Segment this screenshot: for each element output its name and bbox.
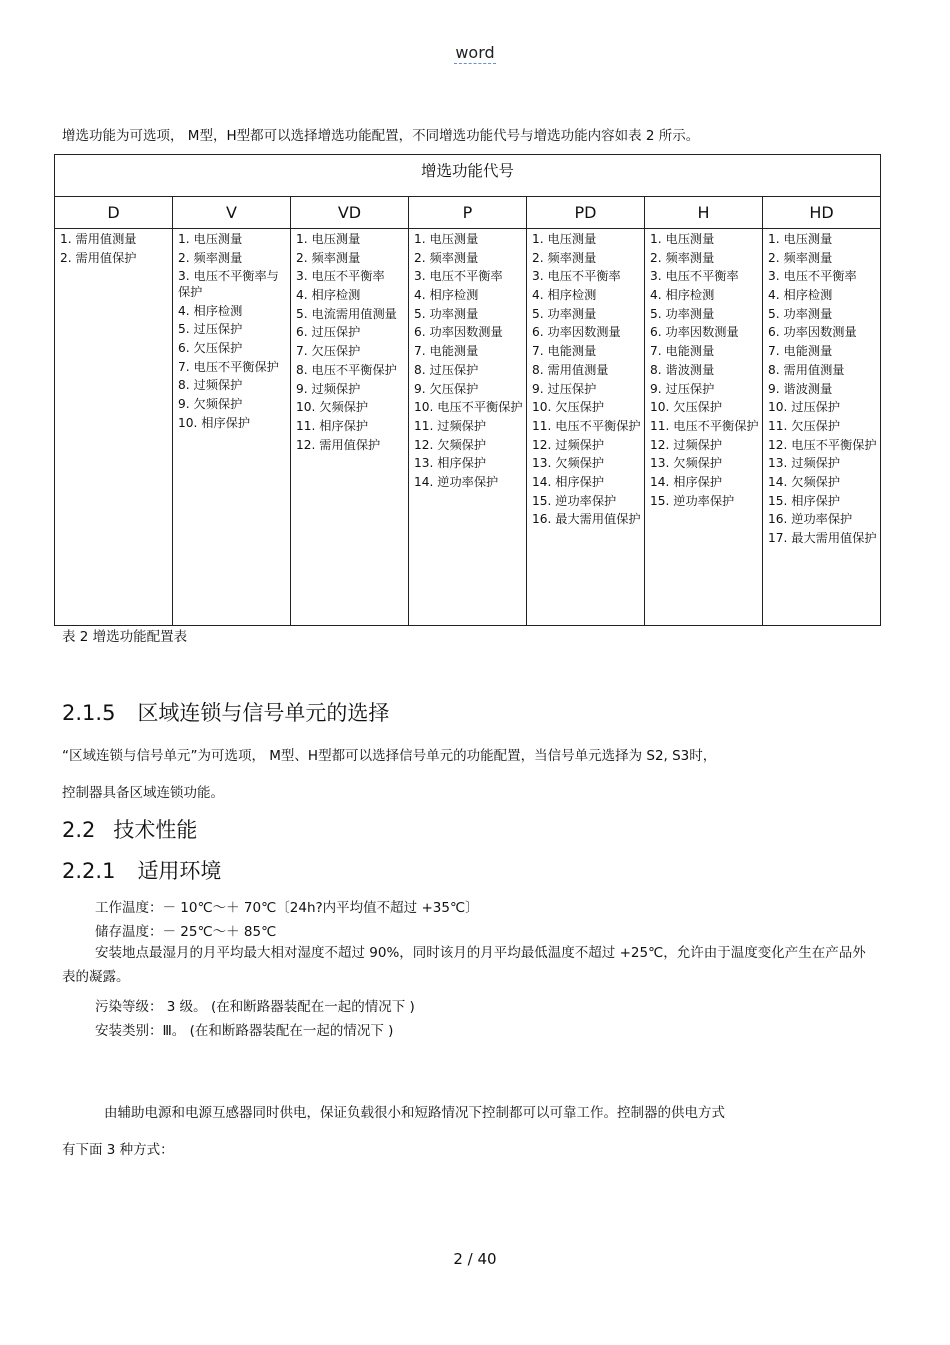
feature-item: 4. 相序检测 <box>296 288 361 303</box>
feature-item: 7. 电压不平衡保护 <box>178 359 279 374</box>
feature-item: 4. 相序检测 <box>178 303 243 318</box>
feature-item: 10. 相序保护 <box>178 415 251 430</box>
feature-list <box>178 232 287 431</box>
column-cell-d <box>55 229 173 626</box>
feature-item: 9. 过压保护 <box>532 381 597 396</box>
storage-temperature: 储存温度：－ 25℃～＋ 85℃ <box>95 924 277 940</box>
feature-item: 9. 谐波测量 <box>768 381 833 396</box>
feature-item: 2. 需用值保护 <box>60 250 137 265</box>
feature-item: 6. 过压保护 <box>296 325 361 340</box>
feature-list <box>532 232 641 528</box>
feature-list <box>650 232 759 509</box>
section-number: 2.1.5 <box>62 701 116 725</box>
feature-list <box>414 232 523 490</box>
column-header-d: D <box>55 197 173 229</box>
feature-item: 6. 功率因数测量 <box>532 325 621 340</box>
column-cell-h <box>645 229 763 626</box>
feature-item: 9. 过压保护 <box>650 381 715 396</box>
page-header <box>0 43 950 62</box>
section-title: 区域连锁与信号单元的选择 <box>137 701 390 725</box>
feature-item: 12. 电压不平衡保护 <box>768 437 877 452</box>
table-caption: 表 2 增选功能配置表 <box>62 629 188 645</box>
column-header-v: V <box>173 197 291 229</box>
section-number: 2.2 <box>62 818 96 842</box>
feature-item: 1. 电压测量 <box>296 232 361 246</box>
feature-item: 7. 电能测量 <box>768 344 833 359</box>
feature-item: 5. 功率测量 <box>532 306 597 321</box>
feature-item: 3. 电压不平衡率 <box>414 269 503 284</box>
column-cell-vd <box>291 229 409 626</box>
feature-item: 3. 电压不平衡率 <box>532 269 621 284</box>
feature-item: 17. 最大需用值保护 <box>768 531 877 545</box>
feature-item: 3. 电压不平衡率 <box>650 269 739 284</box>
feature-item: 13. 欠频保护 <box>650 456 723 471</box>
feature-item: 10. 欠压保护 <box>532 400 605 415</box>
feature-item: 10. 过压保护 <box>768 400 841 415</box>
feature-item: 16. 逆功率保护 <box>768 512 853 527</box>
feature-item: 12. 欠频保护 <box>414 437 487 452</box>
feature-item: 6. 功率因数测量 <box>414 325 503 340</box>
feature-item: 11. 相序保护 <box>296 418 369 433</box>
feature-item: 1. 电压测量 <box>414 232 479 246</box>
feature-item: 10. 电压不平衡保护 <box>414 400 523 415</box>
feature-item: 12. 过频保护 <box>650 437 723 452</box>
feature-item: 11. 欠压保护 <box>768 418 841 433</box>
feature-item: 6. 欠压保护 <box>178 340 243 355</box>
feature-item: 11. 电压不平衡保护 <box>650 418 759 433</box>
column-cell-v <box>173 229 291 626</box>
feature-item: 2. 频率测量 <box>768 250 833 265</box>
feature-list <box>296 232 405 453</box>
feature-item: 14. 欠频保护 <box>768 474 841 489</box>
feature-item: 5. 功率测量 <box>768 306 833 321</box>
feature-item: 6. 功率因数测量 <box>650 325 739 340</box>
power-paragraph-line1: 由辅助电源和电源互感器同时供电，保证负载很小和短路情况下控制都可以可靠工作。控制器的供电方式 <box>104 1105 725 1121</box>
feature-item: 2. 频率测量 <box>532 250 597 265</box>
installation-category: 安装类别：Ⅲ。 (在和断路器装配在一起的情况下 ) <box>95 1023 394 1039</box>
feature-item: 3. 电压不平衡率与保护 <box>178 269 279 299</box>
feature-item: 1. 电压测量 <box>178 232 243 246</box>
feature-item: 13. 过频保护 <box>768 456 841 471</box>
feature-item: 12. 需用值保护 <box>296 437 381 452</box>
feature-item: 8. 需用值测量 <box>532 362 609 377</box>
feature-item: 7. 电能测量 <box>650 344 715 359</box>
column-cell-p <box>409 229 527 626</box>
feature-item: 13. 相序保护 <box>414 456 487 471</box>
section-title: 适用环境 <box>137 859 222 883</box>
feature-item: 2. 频率测量 <box>414 250 479 265</box>
feature-item: 11. 过频保护 <box>414 418 487 433</box>
power-paragraph-line2: 有下面 3 种方式： <box>62 1142 174 1158</box>
feature-item: 10. 欠频保护 <box>296 400 369 415</box>
feature-item: 4. 相序检测 <box>768 288 833 303</box>
feature-item: 2. 频率测量 <box>650 250 715 265</box>
feature-item: 9. 过频保护 <box>296 381 361 396</box>
section-2-2-heading <box>62 814 197 844</box>
section-2-1-5-heading <box>62 697 389 727</box>
feature-item: 15. 逆功率保护 <box>532 493 617 508</box>
column-header-vd: VD <box>291 197 409 229</box>
feature-list <box>768 232 877 547</box>
feature-item: 8. 谐波测量 <box>650 362 715 377</box>
feature-item: 3. 电压不平衡率 <box>296 269 385 284</box>
feature-item: 5. 过压保护 <box>178 322 243 337</box>
feature-item: 7. 欠压保护 <box>296 344 361 359</box>
feature-item: 13. 欠频保护 <box>532 456 605 471</box>
pollution-level: 污染等级： 3 级。 (在和断路器装配在一起的情况下 ) <box>95 999 415 1015</box>
section-title: 技术性能 <box>113 818 198 842</box>
feature-item: 4. 相序检测 <box>532 288 597 303</box>
section-2-1-5-line1: “区域连锁与信号单元”为可选项， M型、H型都可以选择信号单元的功能配置，当信号单元选择为 S2, S3时， <box>62 748 717 764</box>
feature-item: 3. 电压不平衡率 <box>768 269 857 284</box>
feature-item: 14. 相序保护 <box>532 474 605 489</box>
section-number: 2.2.1 <box>62 859 116 883</box>
feature-item: 11. 电压不平衡保护 <box>532 418 641 433</box>
column-header-pd: PD <box>527 197 645 229</box>
feature-item: 5. 电流需用值测量 <box>296 306 397 321</box>
column-cell-pd <box>527 229 645 626</box>
feature-item: 8. 过压保护 <box>414 362 479 377</box>
feature-item: 15. 逆功率保护 <box>650 493 735 508</box>
section-2-2-1-heading <box>62 855 221 885</box>
intro-paragraph: 增选功能为可选项， M型，H型都可以选择增选功能配置，不同增选功能代号与增选功能内容如表 2 所示。 <box>62 128 700 144</box>
feature-item: 4. 相序检测 <box>414 288 479 303</box>
feature-item: 14. 逆功率保护 <box>414 474 499 489</box>
feature-item: 6. 功率因数测量 <box>768 325 857 340</box>
feature-item: 10. 欠压保护 <box>650 400 723 415</box>
feature-item: 9. 欠压保护 <box>414 381 479 396</box>
feature-item: 15. 相序保护 <box>768 493 841 508</box>
column-cell-hd <box>763 229 881 626</box>
feature-item: 5. 功率测量 <box>414 306 479 321</box>
humidity-paragraph: 安装地点最湿月的月平均最大相对湿度不超过 90%，同时该月的月平均最低温度不超过 +25℃，允许由于温度变化产生在产品外表的凝露。 <box>62 945 866 985</box>
feature-item: 1. 电压测量 <box>532 232 597 246</box>
feature-item: 1. 电压测量 <box>650 232 715 246</box>
feature-item: 4. 相序检测 <box>650 288 715 303</box>
table-main-header: 增选功能代号 <box>55 155 881 197</box>
column-header-h: H <box>645 197 763 229</box>
feature-table <box>54 154 881 626</box>
feature-item: 7. 电能测量 <box>532 344 597 359</box>
feature-item: 16. 最大需用值保护 <box>532 512 641 527</box>
feature-item: 2. 频率测量 <box>296 250 361 265</box>
feature-item: 5. 功率测量 <box>650 306 715 321</box>
work-temperature: 工作温度：－ 10℃～＋ 70℃〔24h?内平均值不超过 +35℃〕 <box>95 900 479 916</box>
feature-item: 8. 过频保护 <box>178 378 243 393</box>
feature-item: 14. 相序保护 <box>650 474 723 489</box>
section-2-1-5-line2: 控制器具备区域连锁功能。 <box>62 785 224 801</box>
column-header-hd: HD <box>763 197 881 229</box>
feature-item: 2. 频率测量 <box>178 250 243 265</box>
feature-item: 8. 电压不平衡保护 <box>296 362 397 377</box>
feature-item: 1. 需用值测量 <box>60 232 137 246</box>
column-header-p: P <box>409 197 527 229</box>
feature-item: 8. 需用值测量 <box>768 362 845 377</box>
feature-item: 12. 过频保护 <box>532 437 605 452</box>
header-title: word <box>455 43 495 62</box>
feature-item: 9. 欠频保护 <box>178 397 243 411</box>
feature-item: 7. 电能测量 <box>414 344 479 359</box>
feature-list <box>60 232 169 266</box>
feature-item: 1. 电压测量 <box>768 232 833 246</box>
page-number: 2 / 40 <box>453 1250 497 1268</box>
